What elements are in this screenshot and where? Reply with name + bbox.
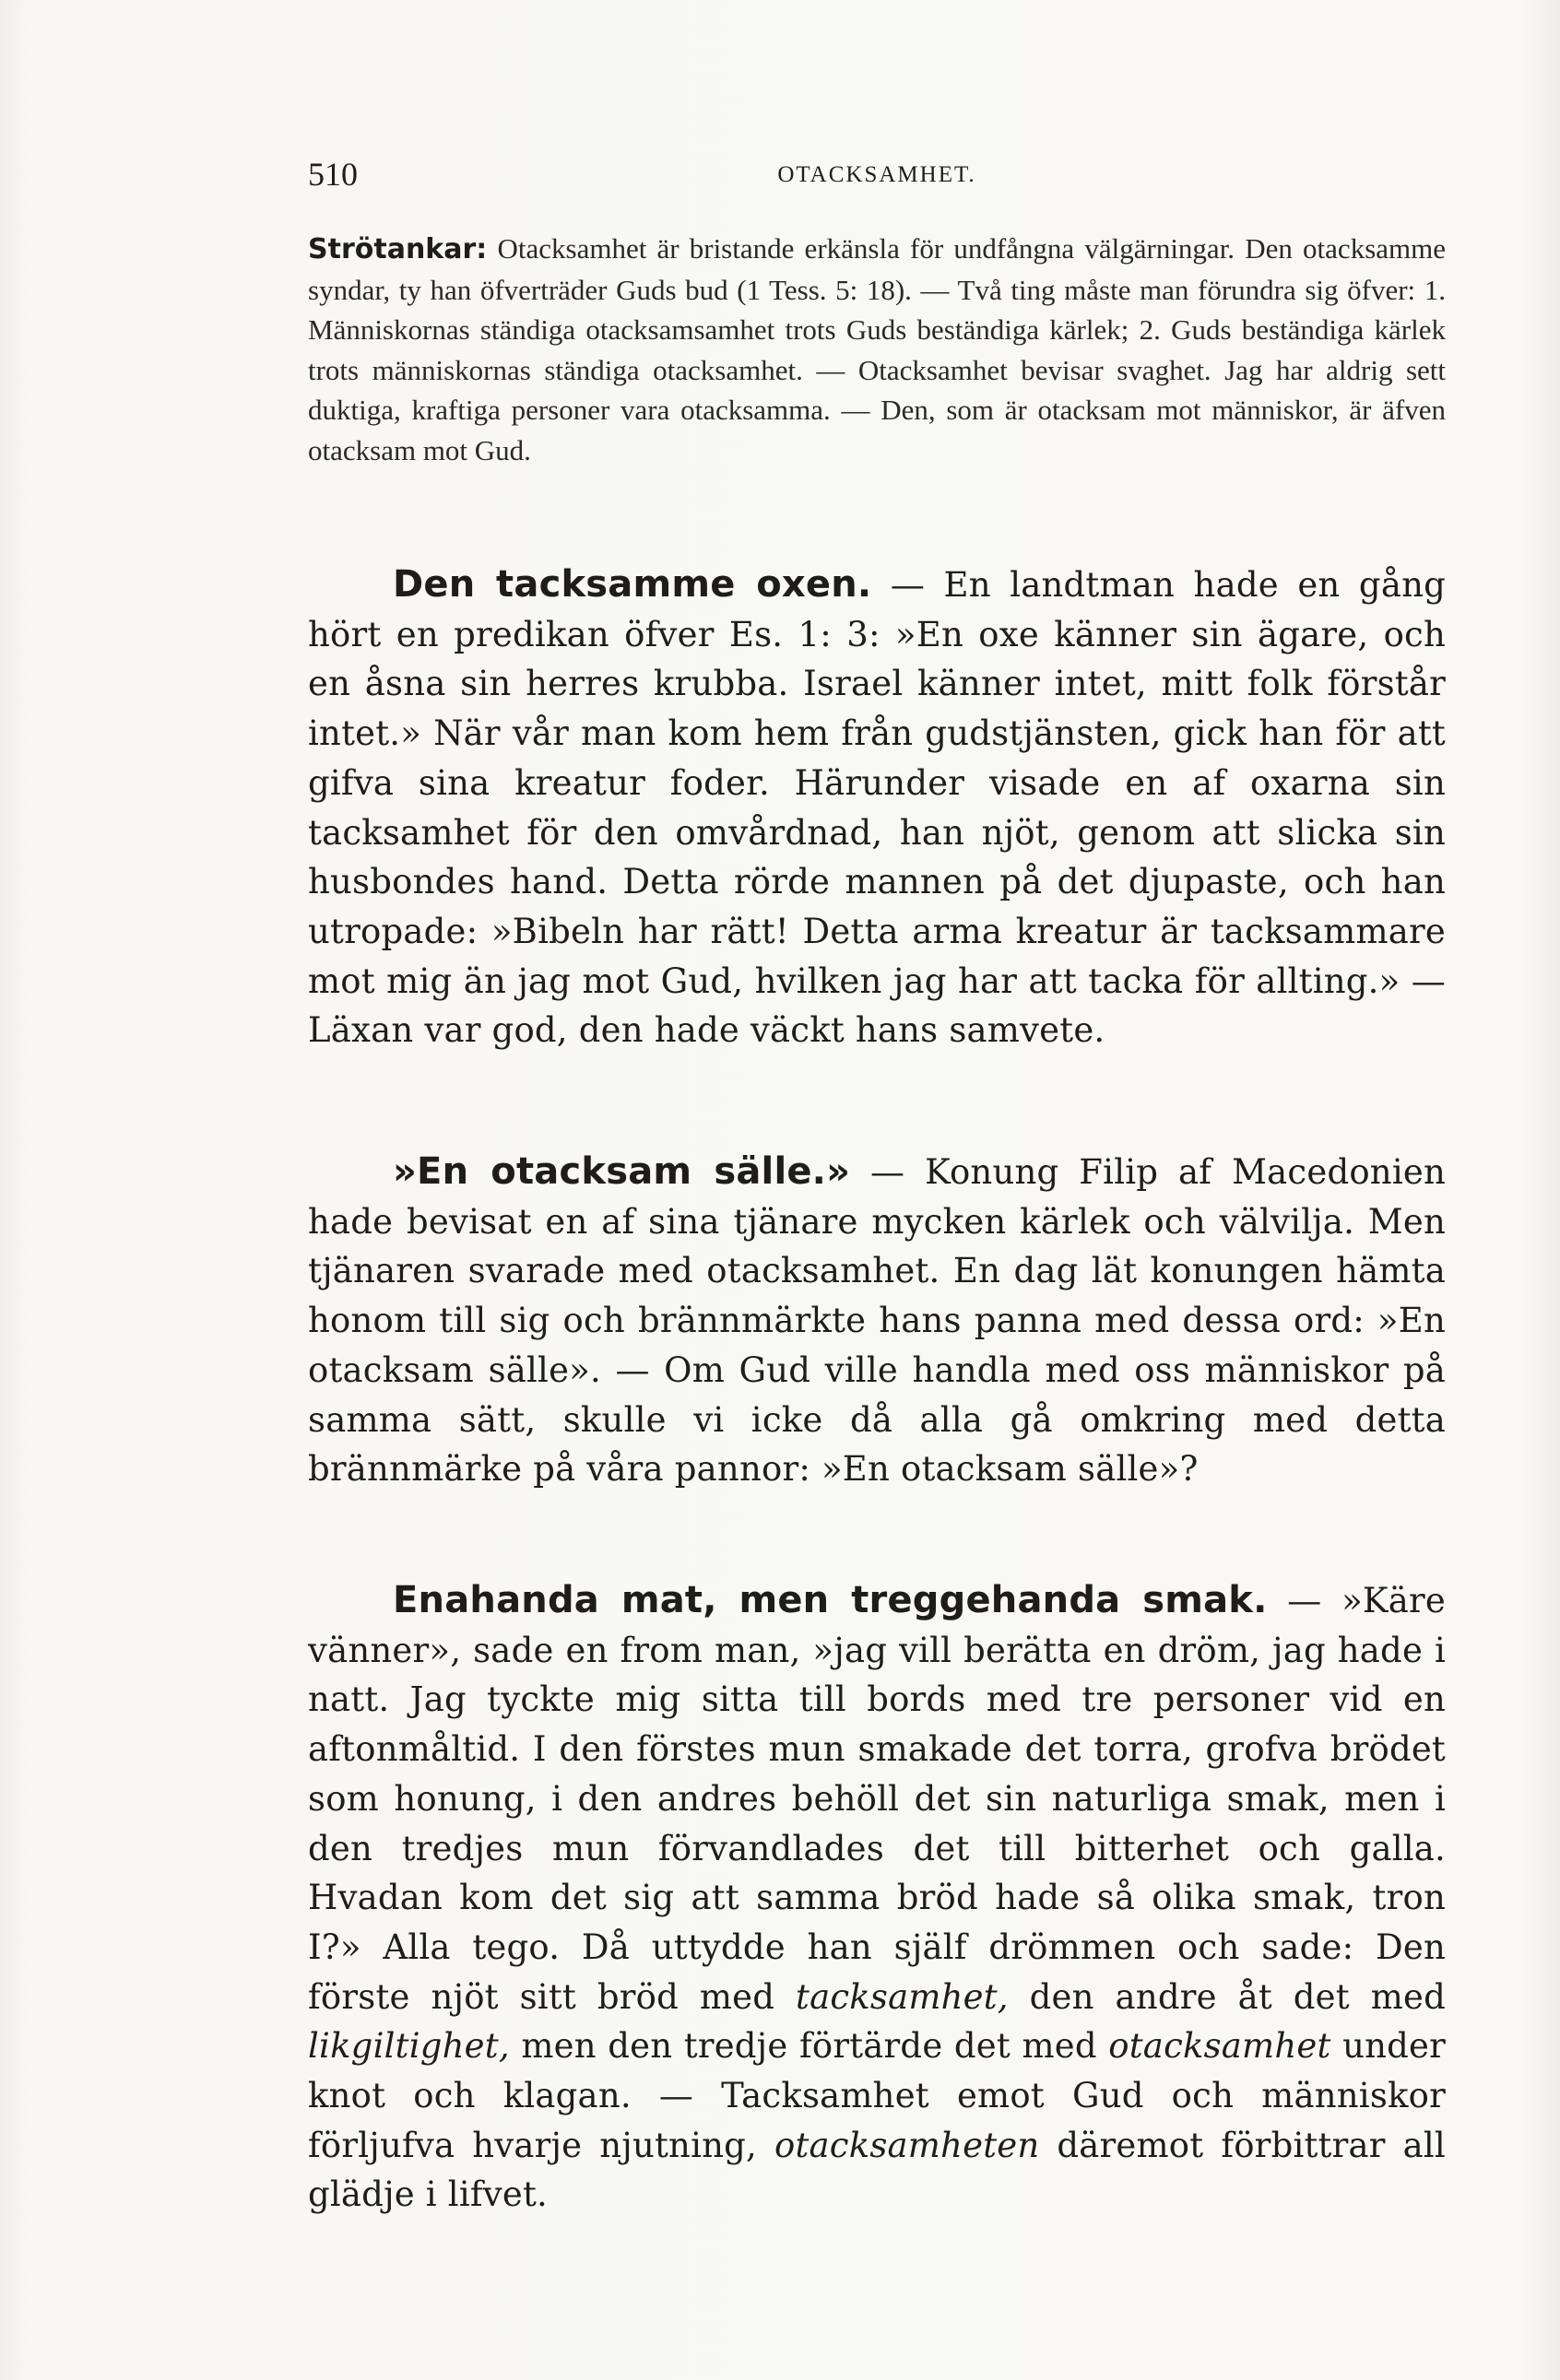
- italic-word: otacksamheten: [774, 2125, 1040, 2165]
- section-heading: »En otacksam sälle.»: [393, 1150, 851, 1193]
- page-header: [308, 155, 1446, 201]
- section-same-food: [308, 1576, 1446, 2220]
- section-text: däremot förbittrar all glädje i lifvet.: [308, 2125, 1446, 2215]
- section-heading: Den tacksamme oxen.: [393, 563, 872, 606]
- italic-word: otacksamhet: [1108, 2026, 1331, 2067]
- running-head: OTACKSAMHET.: [777, 162, 976, 187]
- section-text: men den tredje förtärde det med: [521, 2026, 1097, 2067]
- section-text: — Konung Filip af Macedonien hade bevisat en af sina tjänare mycken kärlek och välvilja. Men tjänaren svarade med otacksamhet. En dag lät konungen hämta honom till sig och brännmärkte hans panna med dessa ord: »En otacksam sälle». — Om Gud ville handla med oss människor på samma sätt, skulle vi icke då alla gå omkring med detta brännmärke på våra pannor: »En otacksam sälle»?: [308, 1152, 1446, 1490]
- italic-word: tacksamhet,: [796, 1976, 1009, 2017]
- section-ungrateful-fellow: [308, 1148, 1446, 1494]
- intro-label: Strötankar:: [308, 233, 488, 265]
- intro-paragraph: [308, 229, 1446, 470]
- italic-word: likgiltighet,: [308, 2026, 510, 2067]
- section-text: under knot och klagan. — Tacksamhet emot Gud och människor förljufva hvarje njutning,: [308, 2026, 1446, 2165]
- section-text: — En landtman hade en gång hört en predikan öfver Es. 1: 3: »En oxe känner sin ägare, och en åsna sin herres krubba. Israel känner intet, mitt folk förstår intet.» När vår man kom hem från gudstjänsten, gick han för att gifva sina kreatur foder. Härunder visade en af oxarna sin tacksamhet för den omvårdnad, han njöt, genom att slicka sin husbondes hand. Detta rörde mannen på det djupaste, och han utropade: »Bibeln har rätt! Detta arma kreatur är tacksammare mot mig än jag mot Gud, hvilken jag har att tacka för allting.» — Läxan var god, den hade väckt hans samvete.: [308, 565, 1446, 1051]
- section-heading: Enahanda mat, men treggehanda smak.: [393, 1579, 1268, 1621]
- section-grateful-ox: [308, 560, 1446, 1055]
- page-number: 510: [308, 156, 358, 193]
- section-text: — »Käre vänner», sade en from man, »jag vill berätta en dröm, jag hade i natt. Jag tyckte mig sitta till bords med tre personer vid en aftonmåltid. I den förstes mun smakade det torra, grofva brödet som honung, i den andres behöll det sin naturliga smak, men i den tredjes mun förvandlades det till bitterhet och galla. Hvadan kom det sig att samma bröd hade så olika smak, tron I?» Alla tego. Då uttydde han själf drömmen och sade: Den förste njöt sitt bröd med: [308, 1581, 1446, 2017]
- section-text: den andre åt det med: [1029, 1976, 1446, 2017]
- intro-text: Otacksamhet är bristande erkänsla för undfångna välgärningar. Den otacksamme syndar, ty han öfverträder Guds bud (1 Tess. 5: 18). — Två ting måste man förundra sig öfver: 1. Människornas ständiga otacksamsamhet trots Guds beständiga kärlek; 2. Guds beständiga kärlek trots människornas ständiga otacksamhet. — Otacksamhet bevisar svaghet. Jag har aldrig sett duktiga, kraftiga personer vara otacksamma. — Den, som är otacksam mot människor, är äfven otacksam mot Gud.: [308, 232, 1446, 466]
